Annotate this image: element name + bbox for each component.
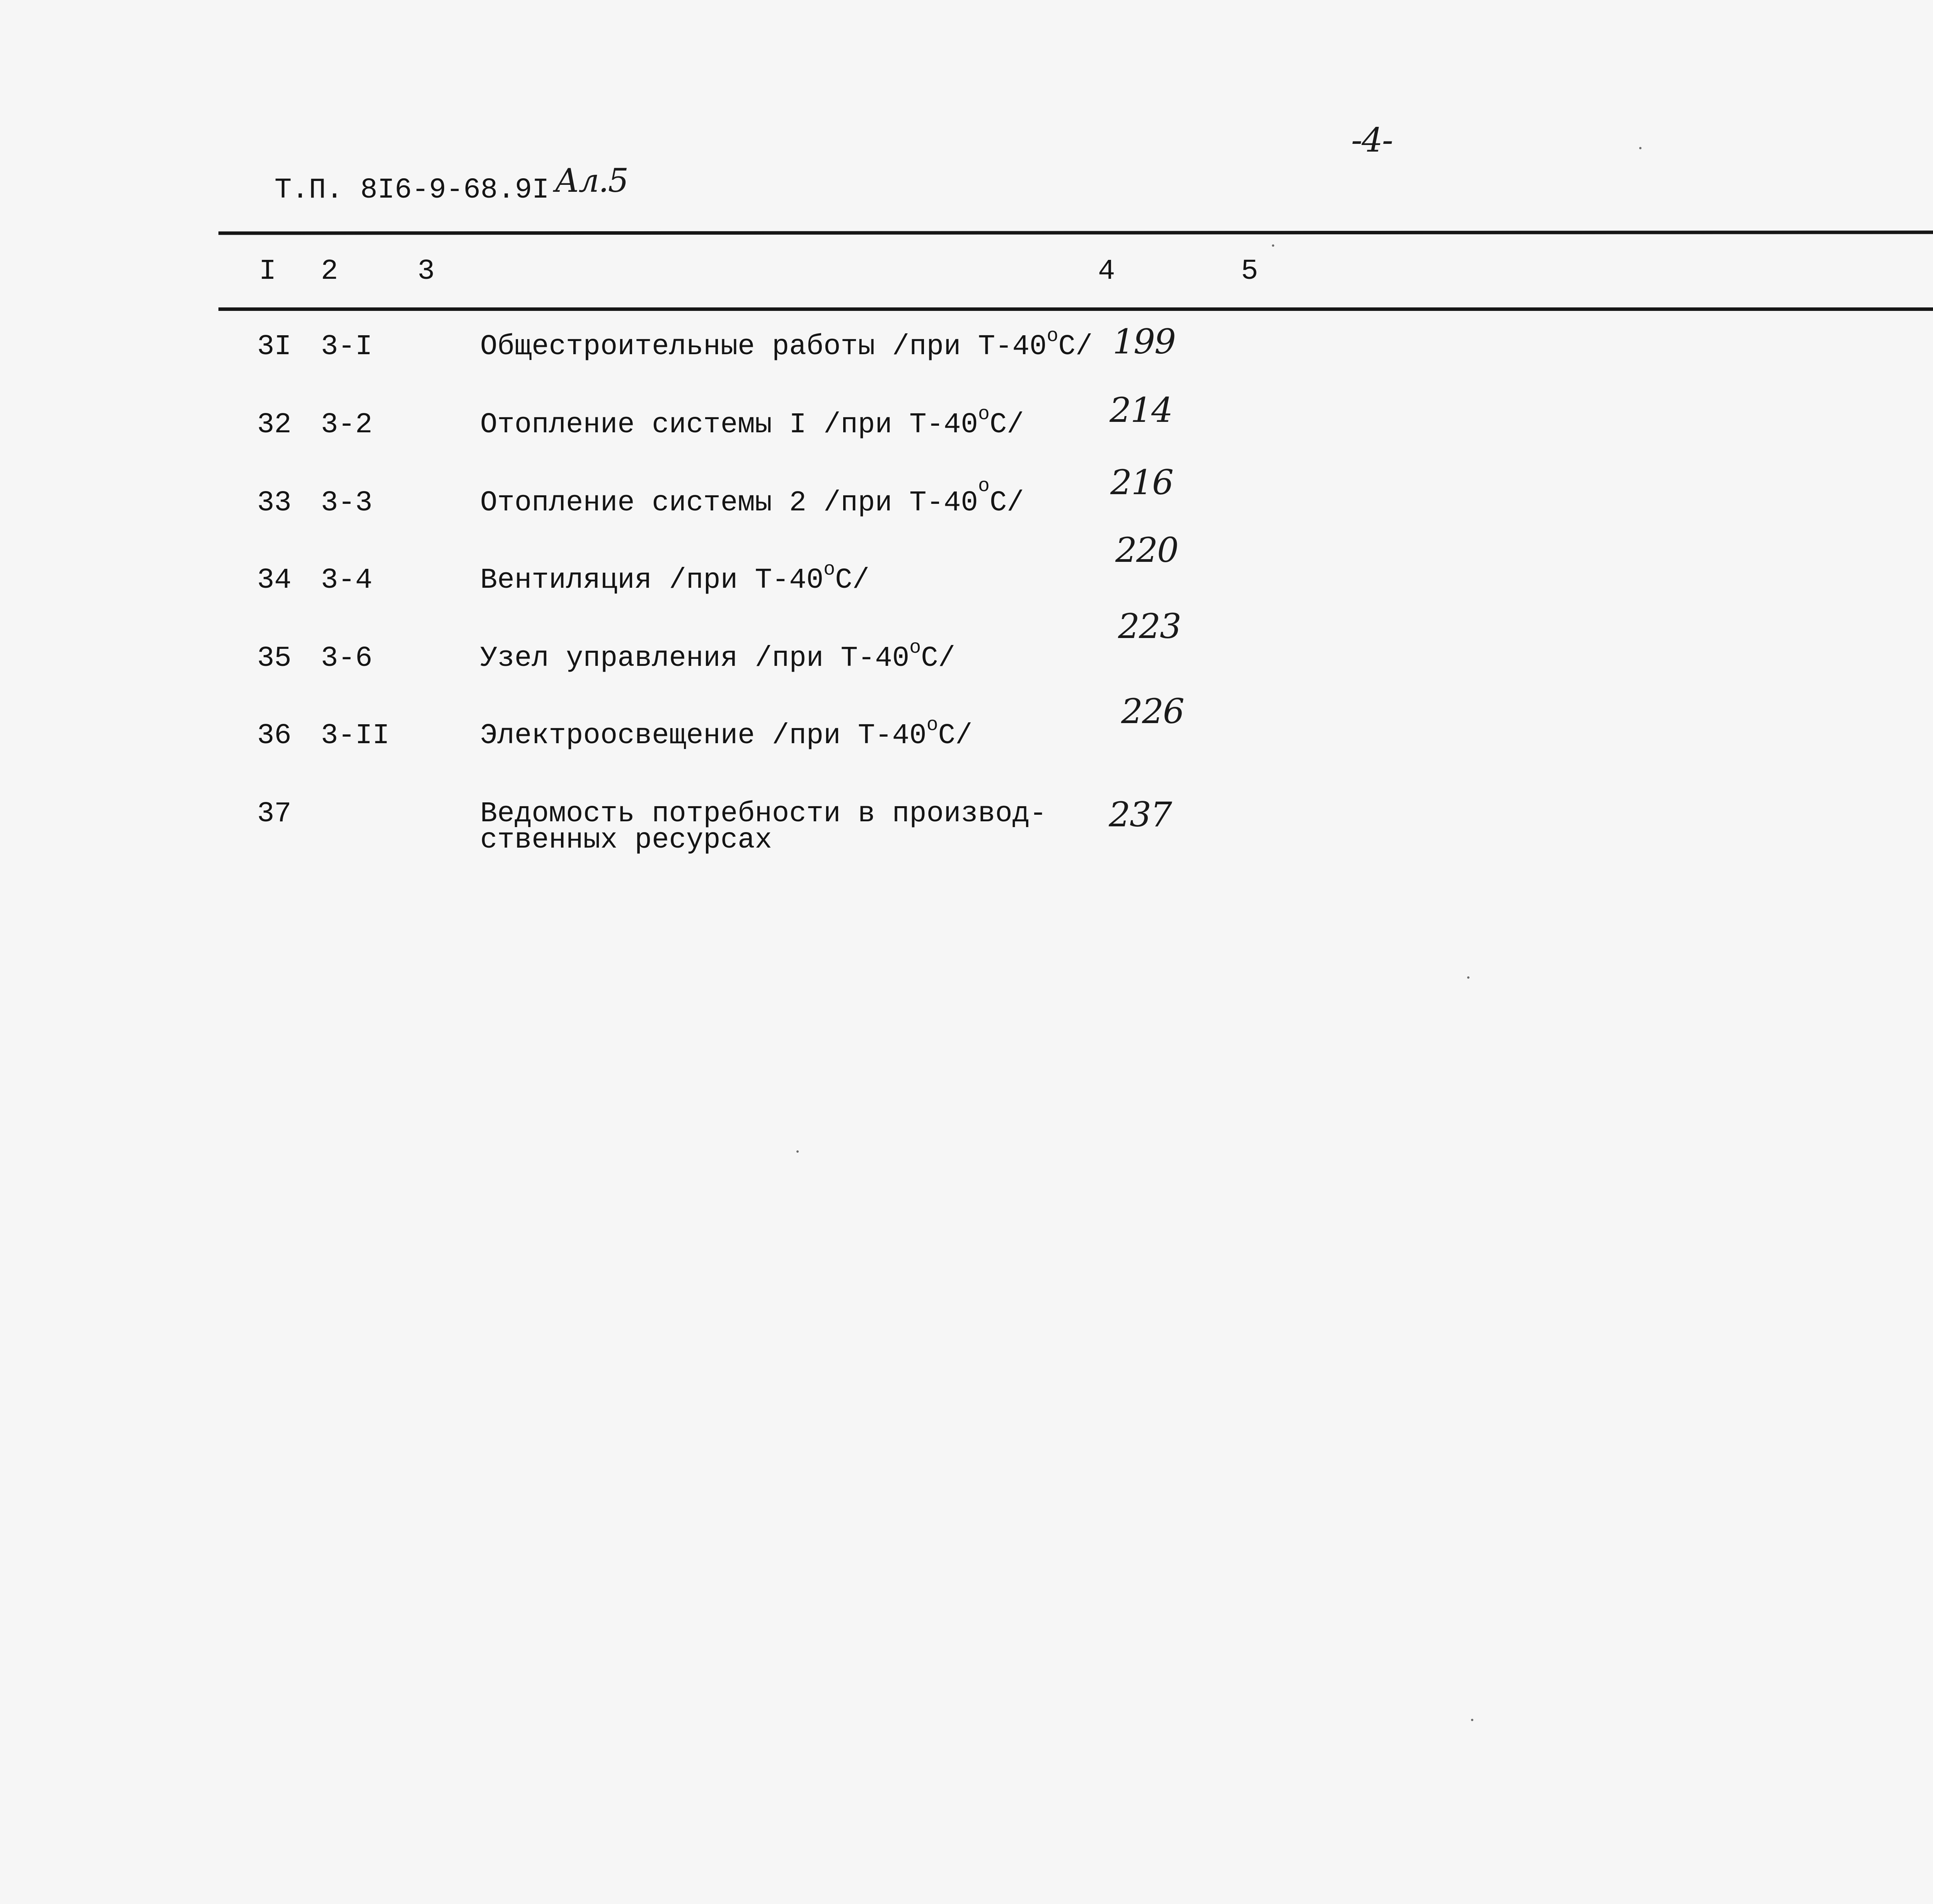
scan-speck — [796, 1150, 799, 1153]
degree-mark: о — [1047, 325, 1059, 347]
document-code: Т.П. 8I6-9-68.9I — [274, 174, 549, 206]
row-number: 3I — [257, 331, 291, 363]
row-number: 32 — [257, 409, 291, 441]
column-header-3: 3 — [418, 255, 435, 288]
row-page: 223 — [1118, 606, 1181, 646]
table-top-rule — [218, 230, 1933, 235]
row-code: 3-3 — [321, 487, 373, 519]
album-note: Ал.5 — [555, 162, 628, 200]
table-row — [0, 606, 1933, 702]
column-header-1: I — [259, 255, 276, 288]
row-number: 36 — [257, 720, 291, 752]
row-code: 3-II — [321, 720, 390, 752]
scan-speck — [1272, 244, 1274, 247]
row-code: 3-4 — [321, 564, 373, 597]
table-row — [0, 322, 1933, 391]
scan-speck — [1471, 1719, 1473, 1721]
row-description-line-1: Ведомость потребности в производ- — [480, 798, 1047, 830]
row-number: 35 — [257, 642, 291, 675]
column-header-2: 2 — [321, 255, 338, 288]
row-description: Узел управления /при $Т-40^оС/$ — [480, 637, 956, 675]
row-page: 226 — [1121, 691, 1184, 731]
page-number: -4- — [1351, 121, 1393, 160]
degree-mark: о — [909, 637, 921, 659]
row-description: Электроосвещение /при $Т-40^оС/$ — [480, 714, 973, 752]
row-description: Общестроительные работы /при $Т-40^оС/$ — [480, 325, 1093, 363]
scan-speck — [1639, 147, 1642, 149]
table-row — [0, 691, 1933, 780]
row-page: 216 — [1110, 462, 1173, 502]
degree-mark: о — [978, 475, 990, 497]
degree-mark: о — [926, 714, 938, 736]
row-page: 214 — [1110, 390, 1172, 430]
table-row — [0, 390, 1933, 469]
degree-mark: о — [978, 403, 990, 425]
row-description-line-2: ственных ресурсах — [480, 824, 772, 856]
table-row — [0, 795, 1933, 869]
table-row — [0, 530, 1933, 624]
row-number: 33 — [257, 487, 291, 519]
table-header-rule — [218, 307, 1933, 311]
row-number: 34 — [257, 564, 291, 597]
row-description: Вентиляция /при $Т-40^оС/$ — [480, 559, 869, 597]
row-number: 37 — [257, 798, 291, 830]
column-header-4: 4 — [1098, 255, 1115, 288]
row-description: Отопление системы 2 /при $Т-40^оС/$ — [480, 475, 1024, 519]
row-page: 199 — [1113, 322, 1175, 362]
row-description: Отопление системы I /при $Т-40^оС/$ — [480, 403, 1024, 441]
column-header-5: 5 — [1241, 255, 1258, 288]
table-row — [0, 462, 1933, 547]
scan-speck — [1467, 976, 1469, 979]
row-code: 3-I — [321, 331, 373, 363]
row-code: 3-2 — [321, 409, 373, 441]
degree-mark: о — [823, 559, 835, 581]
row-code: 3-6 — [321, 642, 373, 675]
row-page: 220 — [1115, 530, 1178, 570]
row-page: 237 — [1109, 795, 1171, 834]
